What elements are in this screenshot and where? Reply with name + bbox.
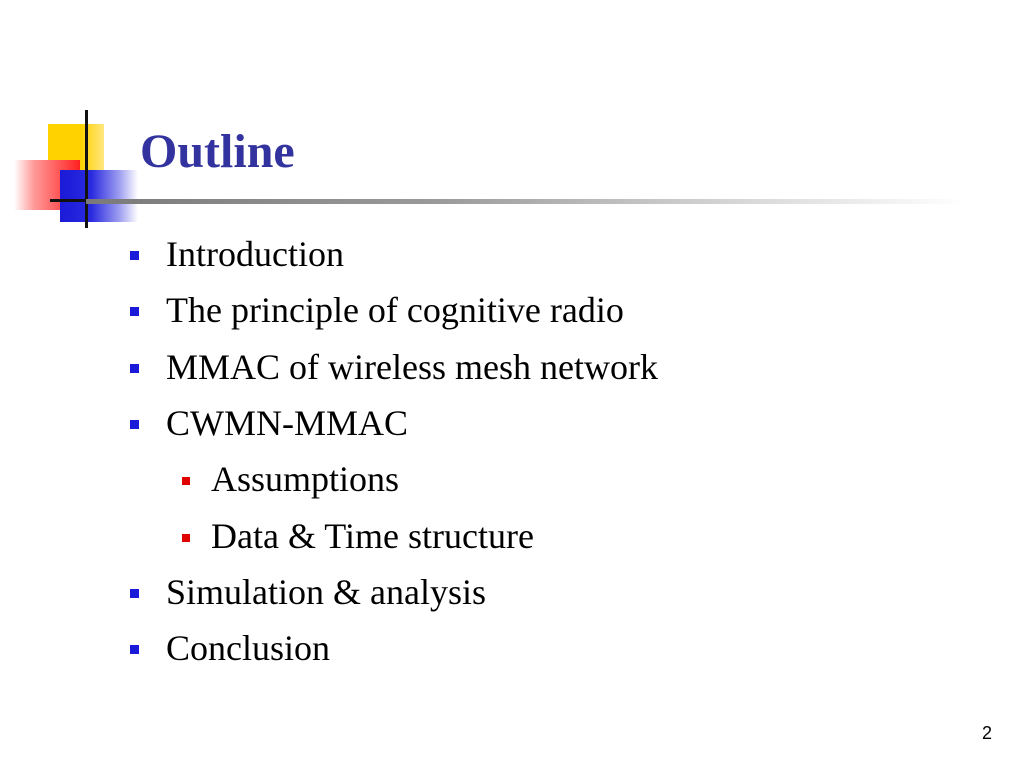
blue-square-bullet-icon	[130, 251, 139, 260]
outline-item-label: MMAC of wireless mesh network	[166, 347, 658, 387]
outline-subitem-assumptions	[211, 457, 399, 501]
outline-item-principle-of-cognitive-radio	[166, 288, 624, 332]
slide-title: Outline	[140, 125, 295, 178]
red-square-bullet-icon	[182, 534, 190, 542]
page-number: 2	[981, 723, 992, 743]
outline-item-cwmn-mmac	[166, 401, 408, 445]
outline-item-introduction	[166, 232, 344, 276]
outline-subitem-data-time-structure	[211, 514, 534, 558]
outline-item-simulation-analysis	[166, 570, 486, 614]
outline-item-label: The principle of cognitive radio	[166, 290, 624, 330]
outline-item-label: Introduction	[166, 234, 344, 274]
outline-item-label: Simulation & analysis	[166, 572, 486, 612]
outline-item-mmac-wireless-mesh	[166, 345, 658, 389]
blue-square-bullet-icon	[130, 307, 139, 316]
outline-item-conclusion	[166, 626, 330, 670]
outline-item-label: Data & Time structure	[211, 516, 534, 556]
blue-square-bullet-icon	[130, 589, 139, 598]
blue-square-bullet-icon	[130, 364, 139, 373]
outline-item-label: Assumptions	[211, 459, 400, 499]
blue-square-bullet-icon	[130, 420, 139, 429]
outline-item-label: Conclusion	[166, 628, 331, 668]
red-square-bullet-icon	[182, 477, 190, 485]
blue-square-bullet-icon	[130, 645, 139, 654]
outline-item-label: CWMN-MMAC	[166, 403, 409, 443]
